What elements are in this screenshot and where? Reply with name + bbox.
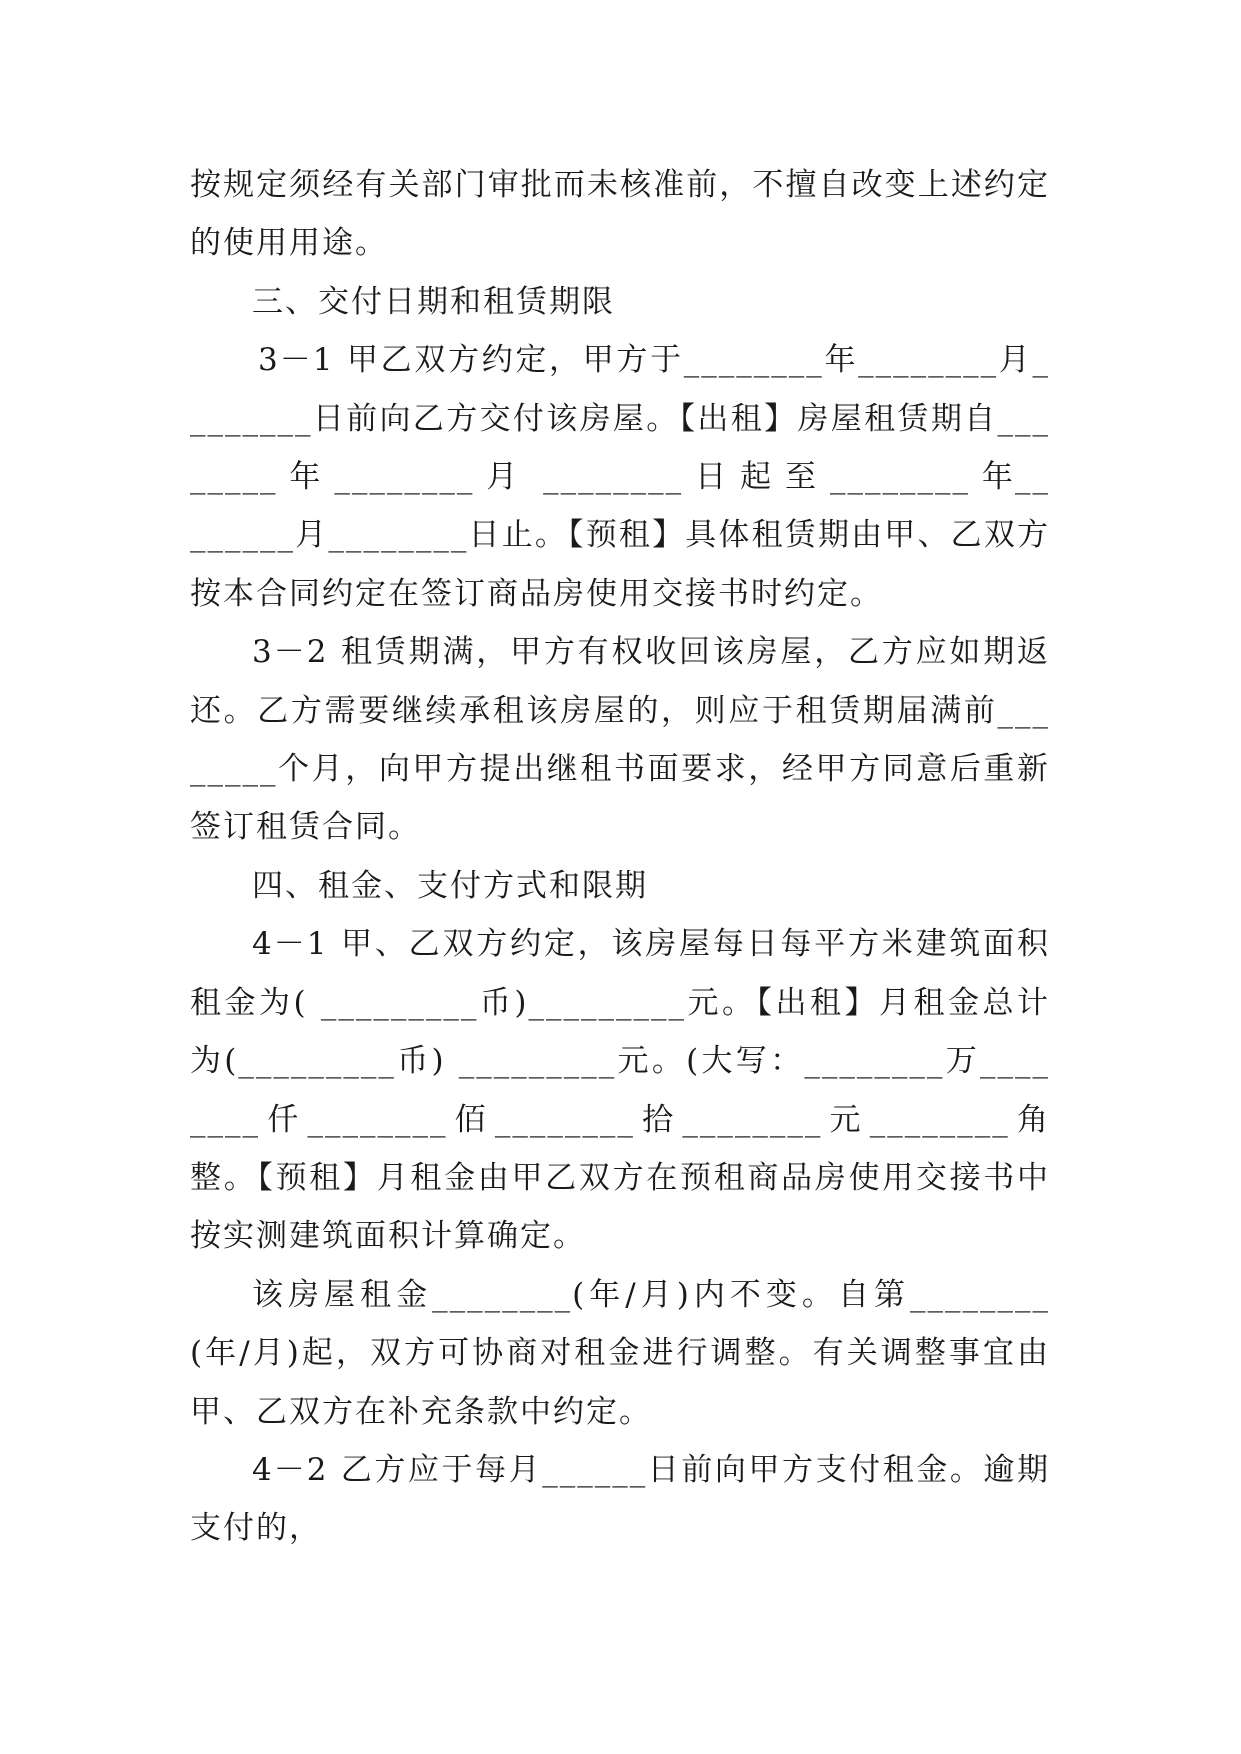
document-body	[190, 156, 1050, 1558]
clause-4-1: 4－1 甲、乙双方约定，该房屋每日每平方米建筑面积租金为( _________币)_________元。【出租】月租金总计为(_________币) _________元。(大写：________万________仟________佰________拾________元________角整。【预租】月租金由甲乙双方在预租商品房使用交接书中按实测建筑面积计算确定。	[190, 926, 1050, 1255]
paragraph-rent-adjustment: 该房屋租金________(年/月)内不变。自第________(年/月)起，双方可协商对租金进行调整。有关调整事宜由甲、乙双方在补充条款中约定。	[190, 1276, 1050, 1430]
clause-3-2: 3－2 租赁期满，甲方有权收回该房屋，乙方应如期返还。乙方需要继续承租该房屋的，则应于租赁期届满前________个月，向甲方提出继租书面要求，经甲方同意后重新签订租赁合同。	[190, 634, 1050, 846]
section-heading-rent-and-payment: 四、租金、支付方式和限期	[252, 867, 648, 904]
clause-3-1: 3－1 甲乙双方约定，甲方于________年________月________日前向乙方交付该房屋。【出租】房屋租赁期自________ 年 ________ 月 ________ 日 起 至 ________ 年________月________日止。【预租】具体租赁期由甲、乙双方按本合同约定在签订商品房使用交接书时约定。	[190, 342, 1050, 612]
clause-4-2: 4－2 乙方应于每月______日前向甲方支付租金。逾期支付的，	[190, 1451, 1050, 1547]
section-heading-delivery-and-term: 三、交付日期和租赁期限	[252, 283, 615, 320]
paragraph-usage-clause: 按规定须经有关部门审批而未核准前，不擅自改变上述约定的使用用途。	[190, 167, 1050, 262]
